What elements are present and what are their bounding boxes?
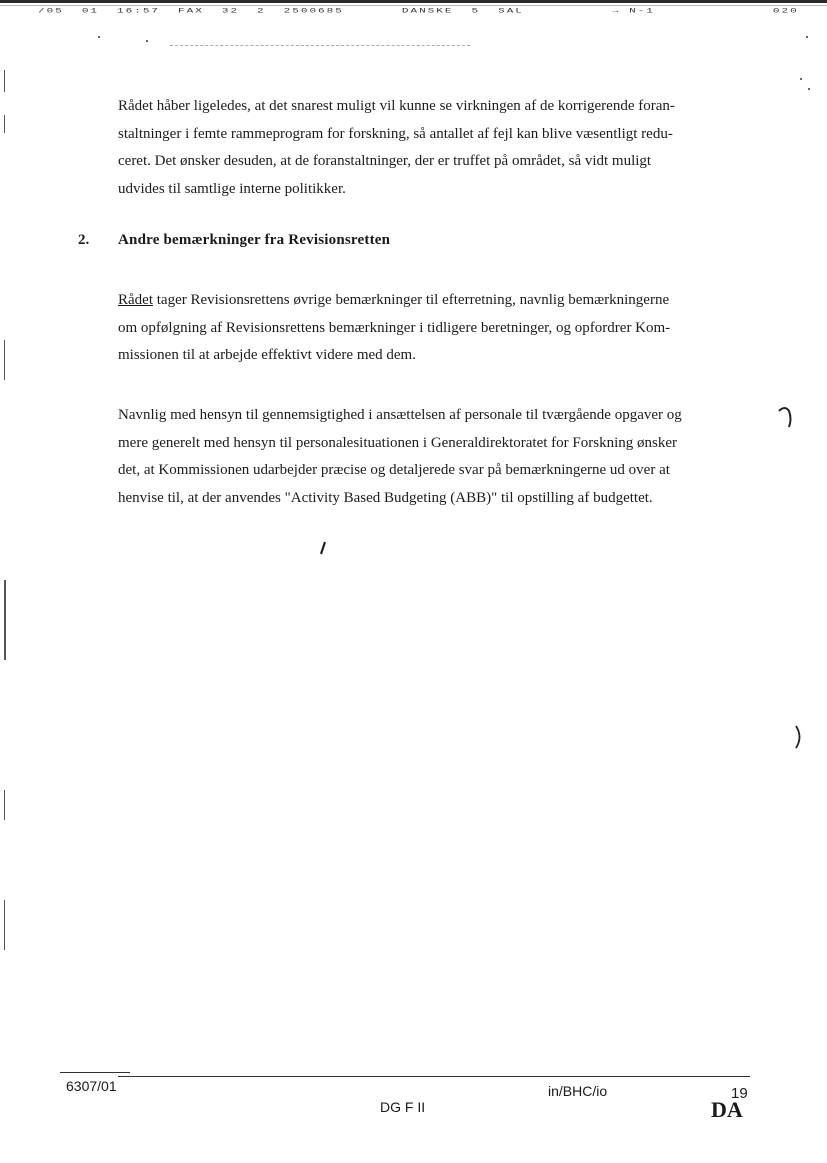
scan-margin-mark [4, 790, 5, 820]
text-line: det, at Kommissionen udarbejder præcise og detaljerede svar på bemærkningerne ud over at [118, 462, 670, 478]
text-line: tager Revisionsrettens øvrige bemærkninger til efterretning, navnlig bemærkningerne [153, 292, 670, 308]
fax-header-token: → N-1 [611, 7, 655, 15]
scan-speck [146, 40, 148, 42]
scan-speck [806, 36, 808, 38]
paragraph-other-remarks [118, 287, 758, 370]
text-line: henvise til, at der anvendes "Activity Based Budgeting (ABB)" til opstilling af budgettet. [118, 489, 653, 506]
fax-header-token: 01 [81, 7, 100, 15]
fax-header-rule [0, 0, 827, 3]
scan-margin-mark [4, 580, 6, 660]
fax-header-token: DANSKE [401, 7, 454, 15]
section-number: 2. [78, 232, 90, 248]
text-line: Rådet håber ligeledes, at det snarest muligt vil kunne se virkningen af de korrigerende foran- [118, 98, 675, 114]
fax-transmission-header [38, 7, 799, 17]
fax-header-token: 5 [471, 7, 481, 15]
text-line: Navnlig med hensyn til gennemsigtighed i ansættelsen af personale til tværgående opgaver og [118, 407, 682, 423]
page-number: 19 [731, 1085, 748, 1102]
fax-header-token: 32 [221, 7, 240, 15]
scan-margin-mark [4, 900, 5, 950]
fax-header-token: 2500685 [283, 7, 344, 15]
fax-header-token: 2 [257, 7, 266, 15]
underlined-word: Rådet [118, 292, 153, 308]
paragraph-council-hopes [118, 93, 758, 203]
scan-margin-mark [4, 115, 5, 133]
text-line: ceret. Det ønsker desuden, at de foranstaltninger, der er truffet på området, så vidt muligt [118, 153, 652, 169]
language-code: DA [711, 1097, 743, 1122]
text-line: staltninger i femte rammeprogram for forskning, så antallet af fejl kan blive væsentligt redu- [118, 125, 673, 142]
scan-artifact-tick [319, 541, 327, 555]
text-line: udvides til samtlige interne politikker. [118, 180, 346, 197]
fax-header-token: 020 [772, 7, 799, 15]
footer-rule-left [60, 1072, 130, 1073]
scan-speck [98, 36, 100, 38]
footer-rule [118, 1076, 750, 1077]
fax-header-token: SAL [498, 7, 524, 15]
paragraph-transparency [118, 402, 758, 512]
scan-margin-mark [4, 340, 5, 380]
scan-artifact-bracket [776, 405, 796, 431]
scan-speck [800, 78, 802, 80]
scan-dash-line [170, 45, 470, 46]
scan-speck [808, 88, 810, 90]
fax-header-token: /05 [38, 7, 64, 15]
fax-header-rule-faint [0, 5, 827, 6]
fax-header-token: 16:57 [117, 7, 161, 15]
text-line: mere generelt med hensyn til personalesituationen i Generaldirektoratet for Forskning ønsker [118, 434, 677, 451]
fax-header-token: FAX [178, 7, 204, 15]
scan-artifact-paren [794, 725, 804, 749]
author-initials: in/BHC/io [548, 1083, 608, 1099]
scan-margin-mark [4, 70, 5, 92]
section-title: Andre bemærkninger fra Revisionsretten [118, 232, 391, 248]
text-line: om opfølgning af Revisionsrettens bemærkninger i tidligere beretninger, og opfordrer Kom- [118, 319, 671, 336]
document-number: 6307/01 [66, 1078, 117, 1094]
directorate-label: DG F II [380, 1099, 426, 1115]
text-line: missionen til at arbejde effektivt videre med dem. [118, 347, 416, 363]
